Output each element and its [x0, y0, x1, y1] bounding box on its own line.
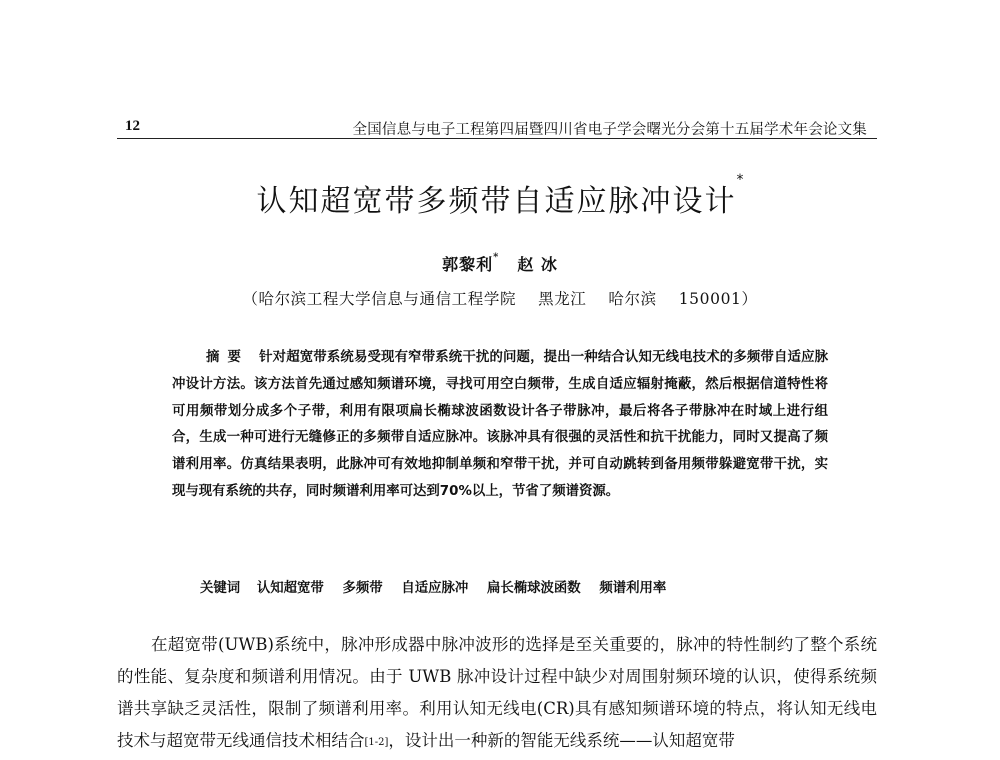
author-name: 赵 冰: [517, 255, 558, 274]
keyword: 扁长椭球波函数: [486, 581, 581, 596]
keyword: 认知超宽带: [256, 581, 324, 596]
author-footnote-mark: *: [493, 252, 500, 263]
page-number: 12: [125, 118, 140, 134]
affiliation-city: 哈尔滨: [608, 290, 657, 308]
running-header: [117, 116, 877, 139]
keyword: 多频带: [342, 581, 383, 596]
paper-title: [0, 172, 1000, 220]
abstract-text: 针对超宽带系统易受现有窄带系统干扰的问题，提出一种结合认知无线电技术的多频带自适应脉冲设计方法。该方法首先通过感知频谱环境，寻找可用空白频带，生成自适应辐射掩蔽，然后根据信道特性将可用频带划分成多个子带，利用有限项扁长椭球波函数设计各子带脉冲，最后将各子带脉冲在时域上进行组合，生成一种可进行无缝修正的多频带自适应脉冲。该脉冲具有很强的灵活性和抗干扰能力，同时又提高了频谱利用率。仿真结果表明，此脉冲可有效地抑制单频和窄带干扰，并可自动跳转到备用频带躲避宽带干扰，实现与现有系统的共存，同时频谱利用率可达到70%以上，节省了频谱资源。: [172, 350, 829, 499]
abstract: [172, 345, 828, 506]
body-paragraph: [117, 629, 877, 757]
author-name: 郭黎利: [442, 255, 494, 274]
affiliation: [0, 287, 1000, 309]
affiliation-postcode: 150001: [678, 290, 742, 308]
proceedings-title: 全国信息与电子工程第四届暨四川省电子学会曙光分会第十五届学术年会论文集: [352, 122, 867, 138]
author-list: [0, 252, 1000, 275]
keyword: 自适应脉冲: [401, 581, 469, 596]
title-footnote-mark: *: [736, 172, 744, 188]
keywords-label: 关键词: [200, 581, 241, 596]
keywords: [200, 577, 680, 596]
keyword: 频谱利用率: [599, 581, 667, 596]
body-text-part: ，设计出一种新的智能无线系统——认知超宽带: [388, 731, 735, 750]
citation: [1-2]: [364, 737, 389, 748]
affiliation-open-paren: （: [242, 290, 259, 308]
affiliation-institution: 哈尔滨工程大学信息与通信工程学院: [258, 290, 517, 308]
paper-title-text: 认知超宽带多频带自适应脉冲设计: [256, 184, 737, 219]
affiliation-close-paren: ）: [741, 290, 758, 308]
abstract-label: 摘要: [206, 350, 250, 365]
body-text-part: 在超宽带(UWB)系统中，脉冲形成器中脉冲波形的选择是至关重要的，脉冲的特性制约了整个系统的性能、复杂度和频谱利用情况。由于 UWB 脉冲设计过程中缺少对周围射频环境的认识，使得系统频谱共享缺乏灵活性，限制了频谱利用率。利用认知无线电(CR)具有感知频谱环境的特点，将认知无线电技术与超宽带无线通信技术相结合: [117, 635, 877, 750]
affiliation-province: 黑龙江: [538, 290, 587, 308]
